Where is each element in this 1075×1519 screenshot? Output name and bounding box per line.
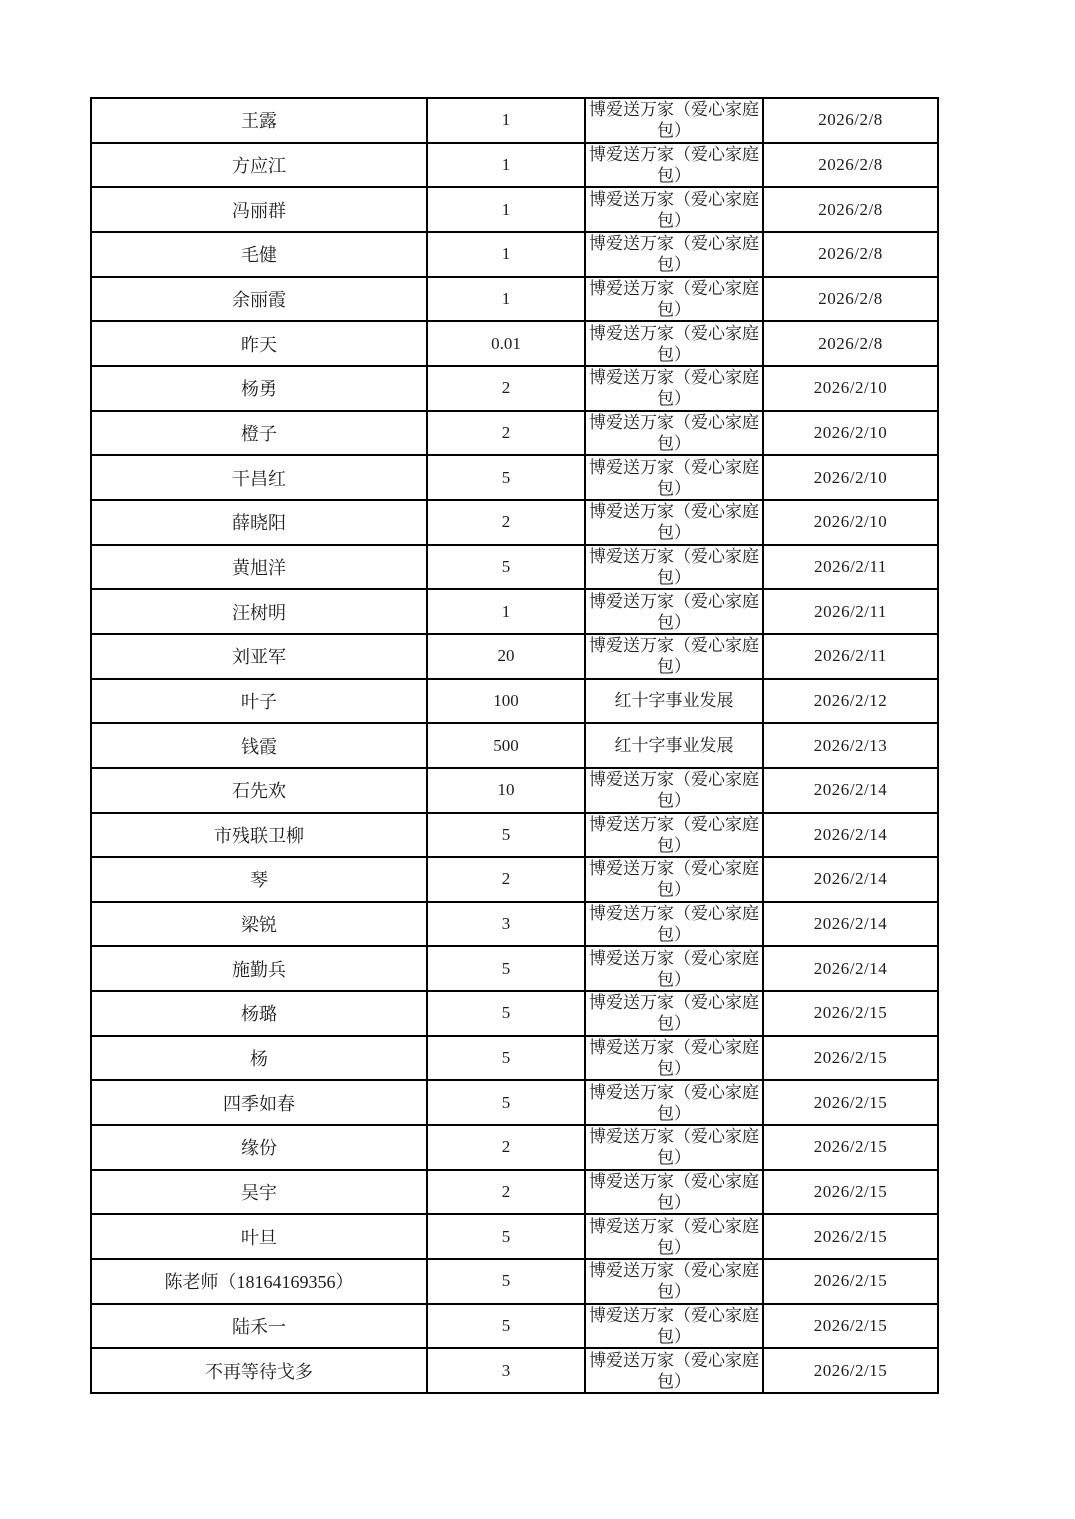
date-cell: 2026/2/11 bbox=[763, 545, 938, 590]
project-cell: 博爱送万家（爱心家庭包） bbox=[585, 946, 763, 991]
date-cell: 2026/2/8 bbox=[763, 321, 938, 366]
amount-cell: 5 bbox=[427, 1036, 585, 1081]
project-cell: 博爱送万家（爱心家庭包） bbox=[585, 98, 763, 143]
amount-cell: 2 bbox=[427, 1170, 585, 1215]
amount-cell: 2 bbox=[427, 500, 585, 545]
donor-name-cell: 陈老师（18164169356） bbox=[91, 1259, 427, 1304]
donor-name-cell: 石先欢 bbox=[91, 768, 427, 813]
amount-cell: 0.01 bbox=[427, 321, 585, 366]
project-cell: 博爱送万家（爱心家庭包） bbox=[585, 1348, 763, 1393]
amount-cell: 5 bbox=[427, 1304, 585, 1349]
table-row bbox=[91, 455, 938, 500]
date-cell: 2026/2/15 bbox=[763, 1259, 938, 1304]
amount-cell: 5 bbox=[427, 813, 585, 858]
date-cell: 2026/2/11 bbox=[763, 589, 938, 634]
donation-table bbox=[90, 97, 939, 1394]
amount-cell: 5 bbox=[427, 1259, 585, 1304]
donor-name-cell: 昨天 bbox=[91, 321, 427, 366]
table-row bbox=[91, 813, 938, 858]
table-row bbox=[91, 1348, 938, 1393]
table-row bbox=[91, 500, 938, 545]
date-cell: 2026/2/15 bbox=[763, 1348, 938, 1393]
donor-name-cell: 杨勇 bbox=[91, 366, 427, 411]
date-cell: 2026/2/8 bbox=[763, 143, 938, 188]
date-cell: 2026/2/8 bbox=[763, 277, 938, 322]
donor-name-cell: 叶旦 bbox=[91, 1214, 427, 1259]
table-row bbox=[91, 991, 938, 1036]
table-row bbox=[91, 946, 938, 991]
amount-cell: 1 bbox=[427, 277, 585, 322]
amount-cell: 2 bbox=[427, 1125, 585, 1170]
project-cell: 博爱送万家（爱心家庭包） bbox=[585, 277, 763, 322]
date-cell: 2026/2/15 bbox=[763, 1214, 938, 1259]
project-cell: 博爱送万家（爱心家庭包） bbox=[585, 1304, 763, 1349]
date-cell: 2026/2/11 bbox=[763, 634, 938, 679]
table-row bbox=[91, 232, 938, 277]
project-cell: 博爱送万家（爱心家庭包） bbox=[585, 991, 763, 1036]
project-cell: 博爱送万家（爱心家庭包） bbox=[585, 902, 763, 947]
date-cell: 2026/2/12 bbox=[763, 679, 938, 724]
table-row bbox=[91, 1036, 938, 1081]
date-cell: 2026/2/15 bbox=[763, 1036, 938, 1081]
project-cell: 博爱送万家（爱心家庭包） bbox=[585, 1170, 763, 1215]
table-row bbox=[91, 902, 938, 947]
donor-name-cell: 吴宇 bbox=[91, 1170, 427, 1215]
donor-name-cell: 钱霞 bbox=[91, 723, 427, 768]
amount-cell: 500 bbox=[427, 723, 585, 768]
donor-name-cell: 黄旭洋 bbox=[91, 545, 427, 590]
table-row bbox=[91, 366, 938, 411]
table-row bbox=[91, 411, 938, 456]
donor-name-cell: 琴 bbox=[91, 857, 427, 902]
amount-cell: 1 bbox=[427, 187, 585, 232]
table-row bbox=[91, 723, 938, 768]
amount-cell: 1 bbox=[427, 232, 585, 277]
project-cell: 博爱送万家（爱心家庭包） bbox=[585, 857, 763, 902]
donor-name-cell: 余丽霞 bbox=[91, 277, 427, 322]
table-row bbox=[91, 589, 938, 634]
donor-name-cell: 不再等待戈多 bbox=[91, 1348, 427, 1393]
donor-name-cell: 市残联卫柳 bbox=[91, 813, 427, 858]
project-cell: 博爱送万家（爱心家庭包） bbox=[585, 187, 763, 232]
donor-name-cell: 方应江 bbox=[91, 143, 427, 188]
project-cell: 红十字事业发展 bbox=[585, 679, 763, 724]
amount-cell: 5 bbox=[427, 545, 585, 590]
donor-name-cell: 施勤兵 bbox=[91, 946, 427, 991]
date-cell: 2026/2/15 bbox=[763, 1170, 938, 1215]
project-cell: 博爱送万家（爱心家庭包） bbox=[585, 143, 763, 188]
amount-cell: 5 bbox=[427, 1214, 585, 1259]
project-cell: 博爱送万家（爱心家庭包） bbox=[585, 321, 763, 366]
table-row bbox=[91, 1080, 938, 1125]
donor-name-cell: 缘份 bbox=[91, 1125, 427, 1170]
table-row bbox=[91, 1170, 938, 1215]
project-cell: 红十字事业发展 bbox=[585, 723, 763, 768]
table-row bbox=[91, 187, 938, 232]
project-cell: 博爱送万家（爱心家庭包） bbox=[585, 1259, 763, 1304]
table-row bbox=[91, 98, 938, 143]
project-cell: 博爱送万家（爱心家庭包） bbox=[585, 500, 763, 545]
project-cell: 博爱送万家（爱心家庭包） bbox=[585, 1125, 763, 1170]
donation-table-body bbox=[91, 98, 938, 1393]
table-row bbox=[91, 1259, 938, 1304]
amount-cell: 5 bbox=[427, 991, 585, 1036]
table-row bbox=[91, 1125, 938, 1170]
project-cell: 博爱送万家（爱心家庭包） bbox=[585, 545, 763, 590]
amount-cell: 100 bbox=[427, 679, 585, 724]
donor-name-cell: 毛健 bbox=[91, 232, 427, 277]
date-cell: 2026/2/13 bbox=[763, 723, 938, 768]
amount-cell: 1 bbox=[427, 143, 585, 188]
project-cell: 博爱送万家（爱心家庭包） bbox=[585, 455, 763, 500]
date-cell: 2026/2/8 bbox=[763, 98, 938, 143]
project-cell: 博爱送万家（爱心家庭包） bbox=[585, 411, 763, 456]
donor-name-cell: 王露 bbox=[91, 98, 427, 143]
date-cell: 2026/2/10 bbox=[763, 366, 938, 411]
table-row bbox=[91, 634, 938, 679]
table-row bbox=[91, 768, 938, 813]
project-cell: 博爱送万家（爱心家庭包） bbox=[585, 1214, 763, 1259]
amount-cell: 1 bbox=[427, 98, 585, 143]
date-cell: 2026/2/14 bbox=[763, 902, 938, 947]
amount-cell: 2 bbox=[427, 857, 585, 902]
table-row bbox=[91, 277, 938, 322]
table-row bbox=[91, 857, 938, 902]
donor-name-cell: 杨璐 bbox=[91, 991, 427, 1036]
donor-name-cell: 梁锐 bbox=[91, 902, 427, 947]
donor-name-cell: 干昌红 bbox=[91, 455, 427, 500]
date-cell: 2026/2/15 bbox=[763, 1125, 938, 1170]
amount-cell: 20 bbox=[427, 634, 585, 679]
donor-name-cell: 杨 bbox=[91, 1036, 427, 1081]
project-cell: 博爱送万家（爱心家庭包） bbox=[585, 1080, 763, 1125]
date-cell: 2026/2/10 bbox=[763, 411, 938, 456]
amount-cell: 10 bbox=[427, 768, 585, 813]
project-cell: 博爱送万家（爱心家庭包） bbox=[585, 366, 763, 411]
date-cell: 2026/2/15 bbox=[763, 1080, 938, 1125]
date-cell: 2026/2/14 bbox=[763, 813, 938, 858]
donation-table-container bbox=[90, 97, 939, 1394]
project-cell: 博爱送万家（爱心家庭包） bbox=[585, 589, 763, 634]
date-cell: 2026/2/10 bbox=[763, 500, 938, 545]
amount-cell: 5 bbox=[427, 455, 585, 500]
project-cell: 博爱送万家（爱心家庭包） bbox=[585, 232, 763, 277]
table-row bbox=[91, 1304, 938, 1349]
donor-name-cell: 刘亚军 bbox=[91, 634, 427, 679]
date-cell: 2026/2/14 bbox=[763, 857, 938, 902]
amount-cell: 2 bbox=[427, 411, 585, 456]
amount-cell: 1 bbox=[427, 589, 585, 634]
amount-cell: 2 bbox=[427, 366, 585, 411]
donor-name-cell: 汪树明 bbox=[91, 589, 427, 634]
table-row bbox=[91, 679, 938, 724]
date-cell: 2026/2/15 bbox=[763, 1304, 938, 1349]
donor-name-cell: 橙子 bbox=[91, 411, 427, 456]
table-row bbox=[91, 545, 938, 590]
table-row bbox=[91, 1214, 938, 1259]
date-cell: 2026/2/8 bbox=[763, 232, 938, 277]
project-cell: 博爱送万家（爱心家庭包） bbox=[585, 813, 763, 858]
date-cell: 2026/2/15 bbox=[763, 991, 938, 1036]
amount-cell: 5 bbox=[427, 946, 585, 991]
donor-name-cell: 陆禾一 bbox=[91, 1304, 427, 1349]
date-cell: 2026/2/14 bbox=[763, 946, 938, 991]
amount-cell: 5 bbox=[427, 1080, 585, 1125]
date-cell: 2026/2/14 bbox=[763, 768, 938, 813]
donor-name-cell: 冯丽群 bbox=[91, 187, 427, 232]
amount-cell: 3 bbox=[427, 902, 585, 947]
table-row bbox=[91, 143, 938, 188]
date-cell: 2026/2/10 bbox=[763, 455, 938, 500]
table-row bbox=[91, 321, 938, 366]
amount-cell: 3 bbox=[427, 1348, 585, 1393]
project-cell: 博爱送万家（爱心家庭包） bbox=[585, 634, 763, 679]
date-cell: 2026/2/8 bbox=[763, 187, 938, 232]
donor-name-cell: 叶子 bbox=[91, 679, 427, 724]
donor-name-cell: 薛晓阳 bbox=[91, 500, 427, 545]
project-cell: 博爱送万家（爱心家庭包） bbox=[585, 1036, 763, 1081]
project-cell: 博爱送万家（爱心家庭包） bbox=[585, 768, 763, 813]
donor-name-cell: 四季如春 bbox=[91, 1080, 427, 1125]
